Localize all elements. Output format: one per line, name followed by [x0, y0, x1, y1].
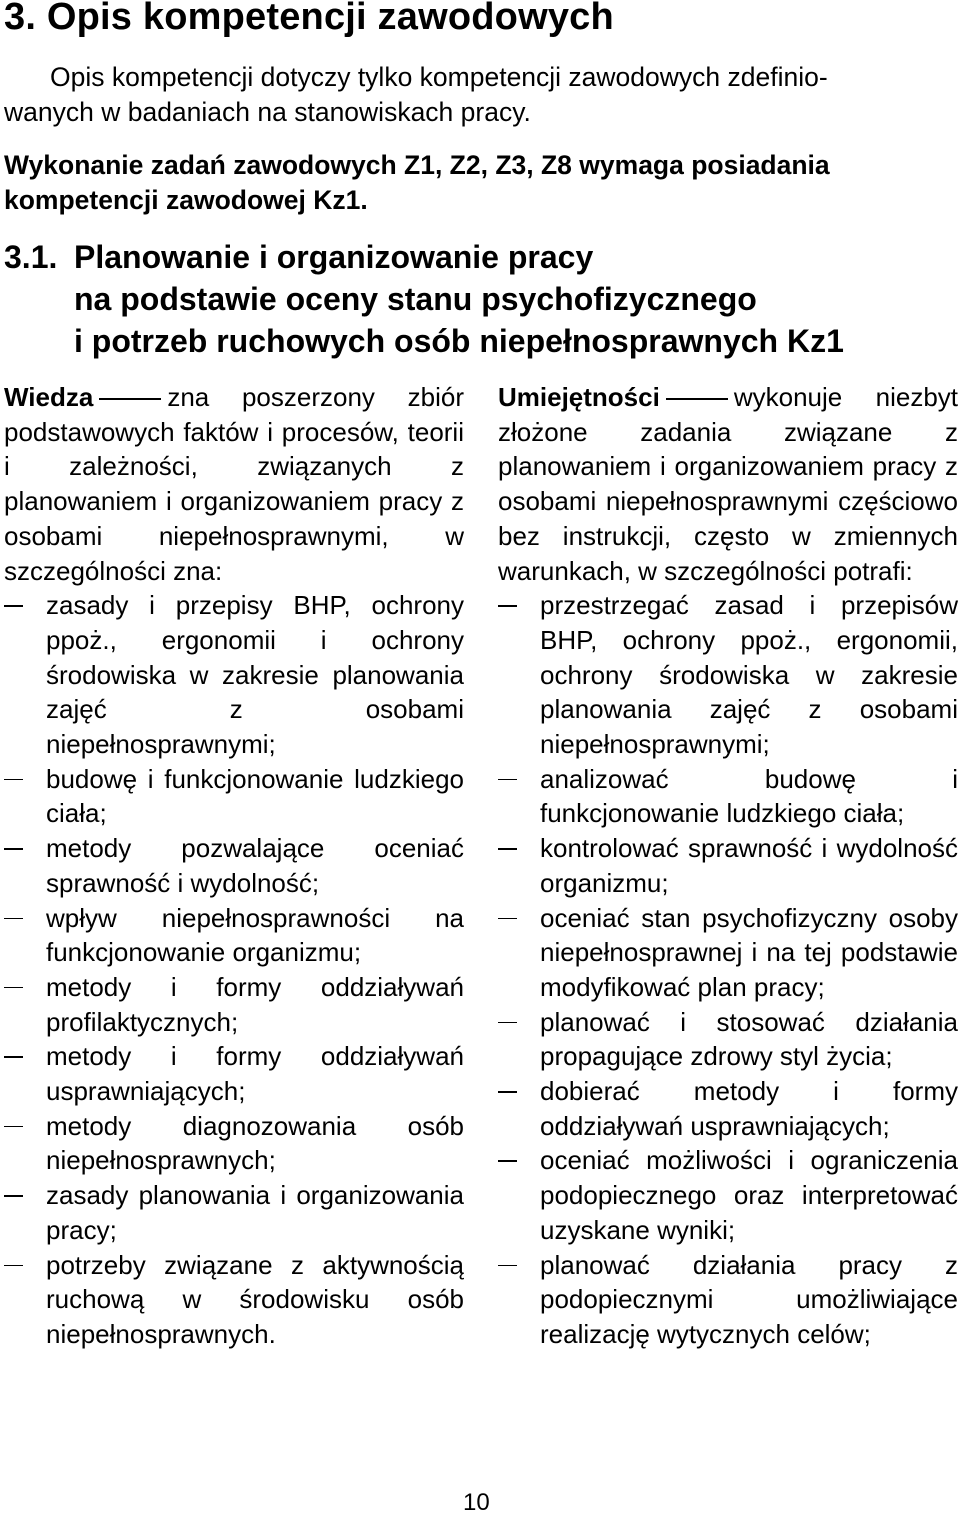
list-item — [4, 970, 464, 1039]
list-item-text: metody i formy oddziaływań profilaktycznych; — [46, 971, 464, 1037]
dash-bullet-icon — [498, 1265, 517, 1267]
list-item-text: zasady planowania i organizowania pracy; — [46, 1180, 464, 1245]
list-item-text: dobierać metody i formy oddziaływań usprawniających; — [540, 1076, 958, 1141]
list-item-text: przestrzegać zasad i przepisów BHP, ochrony ppoż., ergonomii, ochrony środowiska w zakresie planowania zajęć z osobami niepełnosprawnymi; — [540, 590, 958, 760]
competency-heading — [4, 236, 844, 362]
knowledge-column — [4, 380, 464, 1352]
dash-bullet-icon — [4, 1056, 23, 1058]
list-item — [4, 831, 464, 900]
em-dash-rule — [99, 398, 161, 400]
list-item — [498, 1143, 958, 1247]
list-item — [498, 1248, 958, 1352]
dash-bullet-icon — [4, 987, 23, 989]
list-item — [498, 762, 958, 831]
list-item-text: wpływ niepełnosprawności na funkcjonowanie organizmu; — [46, 902, 464, 968]
intro-line-2: wanych w badaniach na stanowiskach pracy. — [4, 97, 531, 127]
competency-number: 3.1. — [4, 239, 58, 275]
knowledge-intro — [4, 380, 464, 588]
page-number: 10 — [463, 1489, 490, 1516]
list-item — [498, 1074, 958, 1143]
competency-title-line-1: Planowanie i organizowanie pracy — [74, 239, 594, 275]
dash-bullet-icon — [4, 1195, 23, 1197]
list-item-text: potrzeby związane z aktywnością ruchową w środowisku osób niepełnosprawnych. — [46, 1249, 464, 1349]
knowledge-intro-text: zna poszerzony zbiór podstawowych faktów i procesów, teorii i zależności, związanych z planowaniem i organizowaniem pracy z osobami niepełnosprawnymi, w szczególności zna: — [4, 382, 464, 586]
list-item — [4, 1039, 464, 1108]
dash-bullet-icon — [498, 918, 517, 920]
intro-line-1: Opis kompetencji dotyczy tylko kompetencji zawodowych zdefinio- — [50, 62, 828, 92]
list-item — [498, 1005, 958, 1074]
dash-bullet-icon — [498, 779, 517, 781]
dash-bullet-icon — [498, 1160, 517, 1162]
list-item-text: oceniać stan psychofizyczny osoby niepełnosprawnej i na tej podstawie modyfikować plan pracy; — [540, 902, 958, 1002]
list-item — [498, 831, 958, 900]
knowledge-label: Wiedza — [4, 382, 94, 412]
competency-title-line-2: na podstawie oceny stanu psychofizycznego — [74, 281, 757, 317]
skills-list — [498, 588, 958, 1351]
list-item — [4, 1109, 464, 1178]
dash-bullet-icon — [4, 918, 23, 920]
list-item — [4, 588, 464, 762]
list-item-text: budowę i funkcjonowanie ludzkiego ciała; — [46, 763, 464, 829]
skills-column — [498, 380, 958, 1352]
skills-label: Umiejętności — [498, 382, 660, 412]
list-item — [4, 901, 464, 970]
dash-bullet-icon — [498, 605, 517, 607]
list-item — [4, 762, 464, 831]
dash-bullet-icon — [498, 848, 517, 850]
knowledge-list — [4, 588, 464, 1351]
dash-bullet-icon — [4, 848, 23, 850]
list-item-text: analizować budowę i funkcjonowanie ludzkiego ciała; — [540, 763, 958, 829]
list-item — [498, 901, 958, 1005]
intro-paragraph — [4, 60, 956, 130]
list-item-text: metody pozwalające oceniać sprawność i wydolność; — [46, 833, 464, 898]
competency-title-line-3: i potrzeb ruchowych osób niepełnosprawnych Kz1 — [74, 323, 844, 359]
list-item-text: metody diagnozowania osób niepełnosprawnych; — [46, 1110, 464, 1176]
dash-bullet-icon — [4, 1126, 23, 1128]
list-item — [498, 588, 958, 762]
dash-bullet-icon — [4, 605, 23, 607]
skills-intro — [498, 380, 958, 588]
requirement-statement: Wykonanie zadań zawodowych Z1, Z2, Z3, Z8 wymaga posiadania kompetencji zawodowej Kz1. — [4, 150, 830, 215]
list-item-text: oceniać możliwości i ograniczenia podopiecznego oraz interpretować uzyskane wyniki; — [540, 1145, 958, 1245]
list-item-text: metody i formy oddziaływań usprawniających; — [46, 1041, 464, 1107]
dash-bullet-icon — [498, 1091, 517, 1093]
list-item — [4, 1248, 464, 1352]
list-item — [4, 1178, 464, 1247]
list-item-text: kontrolować sprawność i wydolność organizmu; — [540, 833, 958, 898]
dash-bullet-icon — [4, 1265, 23, 1267]
dash-bullet-icon — [4, 779, 23, 781]
dash-bullet-icon — [498, 1022, 517, 1024]
em-dash-rule — [666, 398, 728, 400]
list-item-text: planować działania pracy z podopiecznymi umożliwiające realizację wytycznych celów; — [540, 1249, 958, 1349]
list-item-text: zasady i przepisy BHP, ochrony ppoż., ergonomii i ochrony środowiska w zakresie planowania zajęć z osobami niepełnosprawnymi; — [46, 590, 464, 760]
list-item-text: planować i stosować działania propagujące zdrowy styl życia; — [540, 1006, 958, 1072]
skills-intro-text: wykonuje niezbyt złożone zadania związane z planowaniem i organizowaniem pracy z osobami niepełnosprawnymi częściowo bez instrukcji, często w zmiennych warunkach, w szczególności potrafi: — [498, 382, 958, 586]
section-heading: 3. Opis kompetencji zawodowych — [4, 0, 614, 38]
